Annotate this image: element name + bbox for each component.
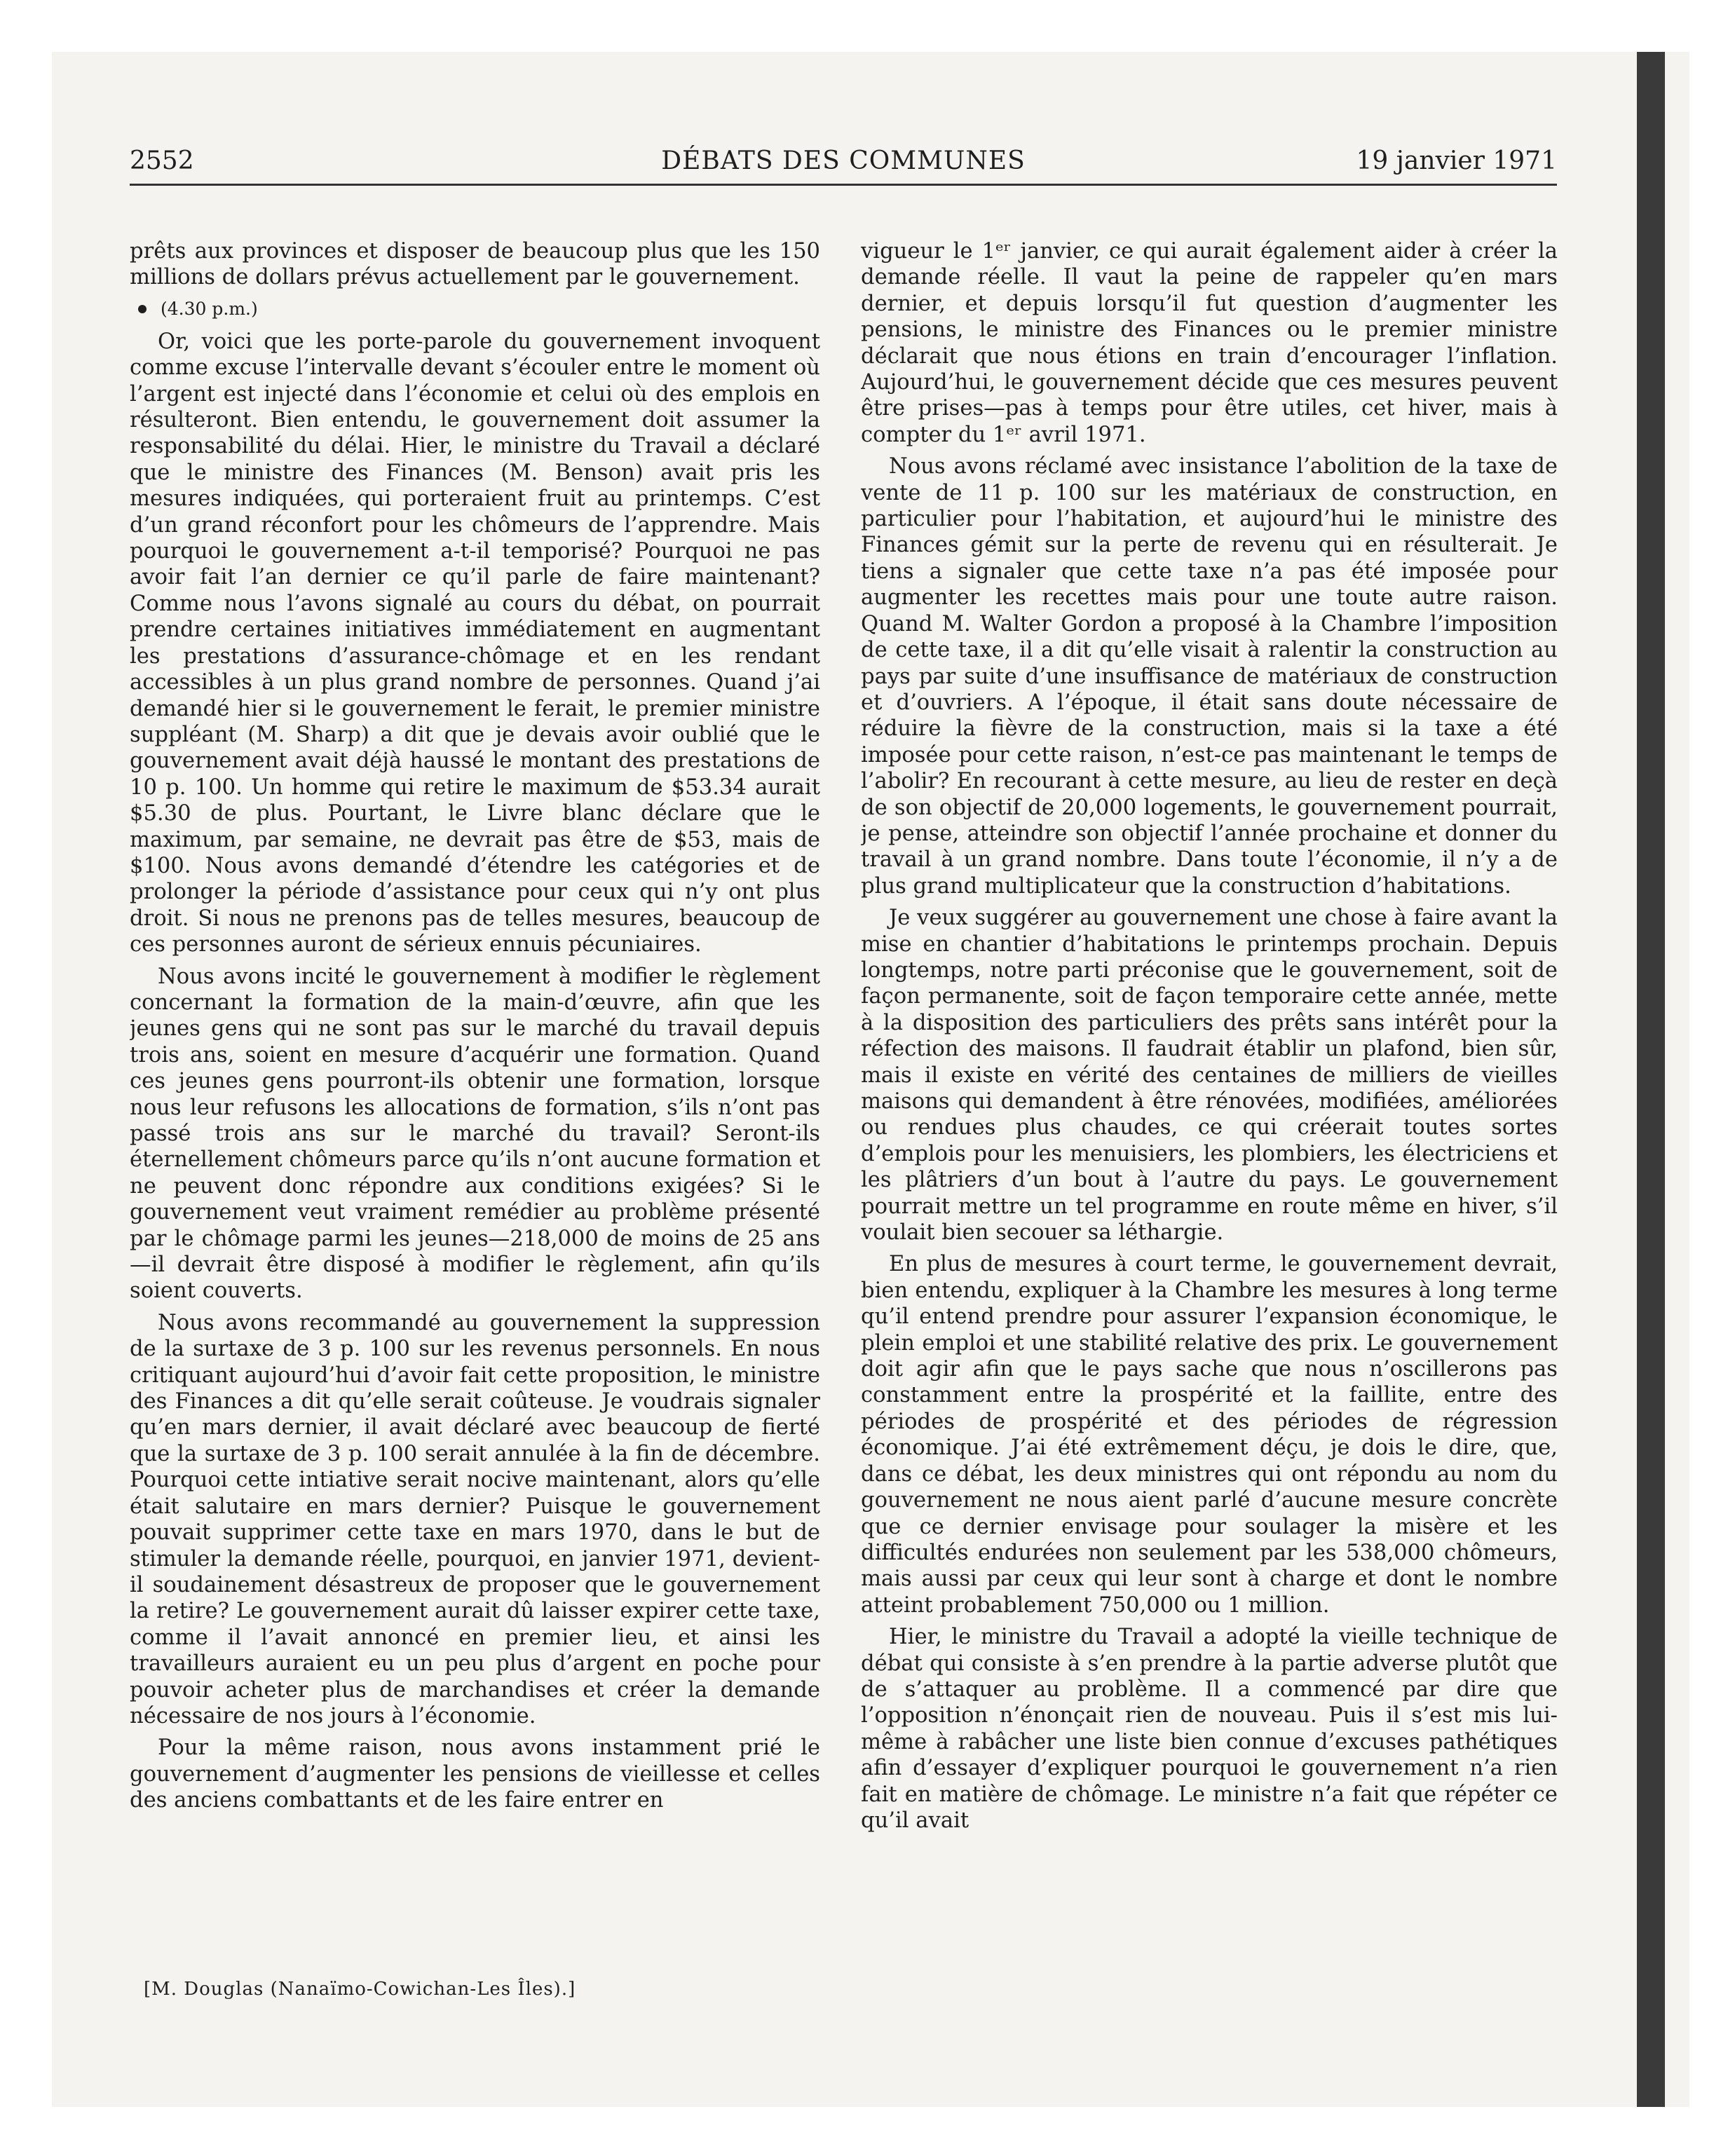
- paragraph: Or, voici que les porte-parole du gouvernement invoquent comme excuse l’intervalle devant s’écouler entre le moment où l’argent est injecté dans l’économie et celui où des emplois en résulteront. Bien entendu, le gouvernement doit assumer la responsabilité du délai. Hier, le ministre du Travail a déclaré que le ministre des Finances (M. Benson) avait pris les mesures indiquées, qui porteraient fruit au printemps. C’est d’un grand réconfort pour les chômeurs de l’apprendre. Mais pourquoi le gouvernement a-t-il temporisé? Pourquoi ne pas avoir fait l’an dernier ce qu’il parle de faire maintenant? Comme nous l’avons signalé au cours du débat, on pourrait prendre certaines initiatives immédiatement en augmentant les prestations d’assurance-chômage et en les rendant accessibles à un plus grand nombre de personnes. Quand j’ai demandé hier si le gouvernement le ferait, le premier ministre suppléant (M. Sharp) a dit que je devais avoir oublié que le gouvernement avait déjà haussé le montant des prestations de 10 p. 100. Un homme qui retire le maximum de $53.34 aurait $5.30 de plus. Pourtant, le Livre blanc déclare que le maximum, par semaine, ne devrait pas être de $53, mais de $100. Nous avons demandé d’étendre les catégories et de prolonger la période d’assistance pour ceux qui n’y ont plus droit. Si nous ne prenons pas de telles mesures, beaucoup de ces personnes auront de sérieux ennuis pécuniaires.: [130, 329, 820, 957]
- page-header: [130, 144, 1557, 186]
- paragraph: vigueur le 1ᵉʳ janvier, ce qui aurait également aider à créer la demande réelle. Il vaut la peine de rappeler qu’en mars dernier, et depuis lorsqu’il fut question d’augmenter les pensions, le ministre des Finances ou le premier ministre déclarait que nous étions en train d’encourager l’inflation. Aujourd’hui, le gouvernement décide que ces mesures peuvent être prises—pas à temps pour être utiles, cet hiver, mais à compter du 1ᵉʳ avril 1971.: [861, 239, 1558, 447]
- issue-date: 19 janvier 1971: [1356, 146, 1557, 175]
- paragraph: En plus de mesures à court terme, le gouvernement devrait, bien entendu, expliquer à la Chambre les mesures à long terme qu’il entend prendre pour assurer l’expansion économique, le plein emploi et une stabilité relative des prix. Le gouvernement doit agir afin que le pays sache que nous n’oscillerons pas constamment entre la prospérité et la faillite, entre des périodes de prospérité et des périodes de régression économique. J’ai été extrêmement déçu, je dois le dire, que, dans ce débat, les deux ministres qui ont répondu au nom du gouvernement ne nous aient parlé d’aucune mesure concrète que ce dernier envisage pour soulager la misère et les difficultés endurées non seulement par les 538,000 chômeurs, mais aussi par ceux qui leur sont à charge et dont le nombre atteint probablement 750,000 ou 1 million.: [861, 1252, 1558, 1618]
- page-number: 2552: [130, 146, 194, 175]
- paragraph: prêts aux provinces et disposer de beaucoup plus que les 150 millions de dollars prévus actuellement par le gouvernement.: [130, 239, 820, 290]
- scan-edge: [1637, 52, 1665, 2107]
- paragraph: Pour la même raison, nous avons instamment prié le gouvernement d’augmenter les pensions de vieillesse et celles des anciens combattants et de les faire entrer en: [130, 1735, 820, 1813]
- speaker-footnote: [M. Douglas (Nanaïmo-Cowichan-Les Îles).]: [144, 1979, 576, 2000]
- paragraph: Nous avons incité le gouvernement à modifier le règlement concernant la formation de la main-d’œuvre, afin que les jeunes gens qui ne sont pas sur le marché du travail depuis trois ans, soient en mesure d’acquérir une formation. Quand ces jeunes gens pourront-ils obtenir une formation, lorsque nous leur refusons les allocations de formation, s’ils n’ont pas passé trois ans sur le marché du travail? Seront-ils éternellement chômeurs parce qu’ils n’ont aucune formation et ne peuvent donc répondre aux conditions exigées? Si le gouvernement veut vraiment remédier au problème présenté par le chômage parmi les jeunes—218,000 de moins de 25 ans—il devrait être disposé à modifier le règlement, afin qu’ils soient couverts.: [130, 964, 820, 1304]
- time-marker-text: (4.30 p.m.): [161, 298, 258, 319]
- bullet-dot-icon: [138, 305, 147, 313]
- paragraph: Je veux suggérer au gouvernement une chose à faire avant la mise en chantier d’habitations le printemps prochain. Depuis longtemps, notre parti préconise que le gouvernement, soit de façon permanente, soit de façon temporaire cette année, mette à la disposition des particuliers des prêts sans intérêt pour la réfection des maisons. Il faudrait établir un plafond, bien sûr, mais il existe en vérité des centaines de milliers de vieilles maisons qui demandent à être rénovées, modifiées, améliorées ou rendues plus chaudes, ce qui créerait toutes sortes d’emplois pour les menuisiers, les plombiers, les électriciens et les plâtriers d’un bout à l’autre du pays. Le gouvernement pourrait mettre un tel programme en route même en hiver, s’il voulait bien secouer sa léthargie.: [861, 906, 1558, 1246]
- right-column: [861, 238, 1558, 1942]
- paragraph: Nous avons réclamé avec insistance l’abolition de la taxe de vente de 11 p. 100 sur les matériaux de construction, en particulier pour l’habitation, et aujourd’hui le ministre des Finances gémit sur la perte de revenu qui en résulterait. Je tiens a signaler que cette taxe n’a pas été imposée pour augmenter les recettes mais pour une toute autre raison. Quand M. Walter Gordon a proposé à la Chambre l’imposition de cette taxe, il a dit qu’elle visait à ralentir la construction au pays par suite d’une insuffisance de matériaux de construction et d’ouvriers. A l’époque, il était sans doute nécessaire de réduire la fièvre de la construction, mais si la taxe a été imposée pour cette raison, n’est-ce pas maintenant le temps de l’abolir? En recourant à cette mesure, au lieu de rester en deçà de son objectif de 20,000 logements, le gouvernement pourrait, je pense, atteindre son objectif l’année prochaine et donner du travail à un grand nombre. Dans toute l’économie, il n’y a de plus grand multiplicateur que la construction d’habitations.: [861, 454, 1558, 899]
- publication-title: DÉBATS DES COMMUNES: [661, 146, 1026, 175]
- paragraph: Hier, le ministre du Travail a adopté la vieille technique de débat qui consiste à s’en prendre à la partie adverse plutôt que de s’attaquer au problème. Il a commencé par dire que l’opposition n’énonçait rien de nouveau. Puis il s’est mis lui-même à rabâcher une liste bien connue d’excuses pathétiques afin d’essayer d’expliquer pourquoi le gouvernement n’a rien fait en matière de chômage. Le ministre n’a fait que répéter ce qu’il avait: [861, 1625, 1558, 1833]
- paragraph: Nous avons recommandé au gouvernement la suppression de la surtaxe de 3 p. 100 sur les revenus personnels. En nous critiquant aujourd’hui d’avoir fait cette proposition, le ministre des Finances a dit qu’elle serait coûteuse. Je voudrais signaler qu’en mars dernier, il avait déclaré avec beaucoup de fierté que la surtaxe de 3 p. 100 serait annulée à la fin de décembre. Pourquoi cette intiative serait nocive maintenant, alors qu’elle était salutaire en mars dernier? Puisque le gouvernement pouvait supprimer cette taxe en mars 1970, dans le but de stimuler la demande réelle, pourquoi, en janvier 1971, devient-il soudainement désastreux de proposer que le gouvernement la retire? Le gouvernement aurait dû laisser expirer cette taxe, comme il l’avait annoncé en premier lieu, et ainsi les travailleurs auraient eu un peu plus d’argent en poche pour pouvoir acheter plus de marchandises et créer la demande nécessaire de nos jours à l’économie.: [130, 1310, 820, 1728]
- left-column: [130, 238, 820, 1942]
- time-marker: [130, 298, 820, 320]
